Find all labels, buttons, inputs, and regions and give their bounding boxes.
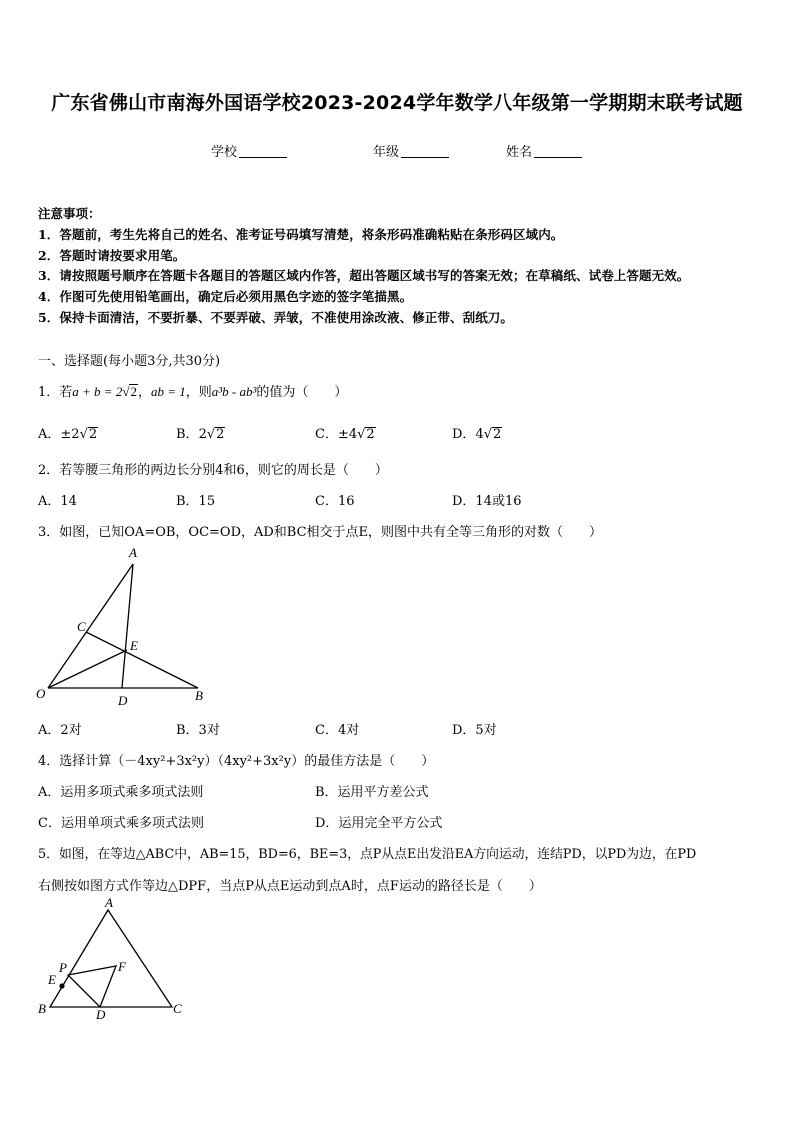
- school-field: [211, 141, 287, 160]
- school-blank: [239, 145, 287, 158]
- q3-label-B: B: [195, 688, 203, 703]
- q5-label-B: B: [38, 1001, 46, 1016]
- question-5-line-2: 右侧按如图方式作等边△DPF，当点P从点E运动到点A时，点F运动的路径长是（ ）: [38, 879, 542, 894]
- q5-figure: [30, 895, 200, 1025]
- q3-option-c[interactable]: C．4对: [315, 723, 360, 738]
- q2-option-d[interactable]: D．14或16: [452, 494, 522, 509]
- q4-option-b[interactable]: B．运用平方差公式: [315, 785, 429, 800]
- triangle-DPF: [68, 966, 116, 1007]
- name-blank: [534, 145, 582, 158]
- q1-option-d[interactable]: D．4√2: [452, 427, 502, 442]
- q3-label-O: O: [36, 686, 46, 701]
- q3-label-D: D: [118, 693, 128, 708]
- q3-option-a[interactable]: A．2对: [38, 723, 82, 738]
- q3-label-A: A: [129, 545, 137, 560]
- segment-OE: [48, 650, 127, 688]
- q1-option-a[interactable]: A．±2√2: [38, 427, 98, 442]
- notice-item: 2．答题时请按要求用笔。: [38, 248, 186, 263]
- q5-label-D: D: [96, 1007, 106, 1022]
- q4-option-c[interactable]: C．运用单项式乘多项式法则: [38, 816, 204, 831]
- q1-condition-1: a + b = 2√2: [72, 384, 137, 399]
- name-label: 姓名: [506, 145, 533, 160]
- notice-item: 3．请按照题号顺序在答题卡各题目的答题区域内作答，超出答题区域书写的答案无效；在草稿纸、试卷上答题无效。: [38, 268, 690, 283]
- q1-option-c[interactable]: C．±4√2: [315, 427, 375, 442]
- question-3-stem: 3．如图，已知OA=OB，OC=OD，AD和BC相交于点E，则图中共有全等三角形的对数（ ）: [38, 525, 603, 540]
- grade-label: 年级: [373, 145, 400, 160]
- q2-option-a[interactable]: A．14: [38, 494, 77, 509]
- q5-label-P: P: [59, 960, 67, 975]
- q1-expression: a³b - ab³: [211, 384, 257, 399]
- q3-label-C: C: [77, 619, 86, 634]
- notice-item: 5．保持卡面清洁，不要折暴、不要弄破、弄皱，不准使用涂改液、修正带、刮纸刀。: [38, 310, 513, 325]
- question-5-line-1: 5．如图，在等边△ABC中，AB=15，BD=6，BE=3，点P从点E出发沿EA方向运动，连结PD，以PD为边，在PD: [38, 847, 697, 862]
- triangle-ABC: [50, 910, 172, 1007]
- question-2-stem: 2．若等腰三角形的两边长分别4和6，则它的周长是（ ）: [38, 463, 388, 478]
- q4-option-a[interactable]: A．运用多项式乘多项式法则: [38, 785, 204, 800]
- segment-OA: [48, 564, 133, 688]
- question-4-stem: 4．选择计算（－4xy²+3x²y）（4xy²+3x²y）的最佳方法是（ ）: [38, 754, 435, 769]
- q3-label-E: E: [130, 638, 138, 653]
- grade-field: [373, 141, 449, 160]
- q3-figure: [30, 540, 215, 710]
- q5-label-F: F: [118, 959, 126, 974]
- exam-title: 广东省佛山市南海外国语学校2023-2024学年数学八年级第一学期期末联考试题: [51, 92, 743, 114]
- q3-option-d[interactable]: D．5对: [452, 723, 497, 738]
- grade-blank: [401, 145, 449, 158]
- q3-option-b[interactable]: B．3对: [176, 723, 220, 738]
- q2-option-c[interactable]: C．16: [315, 494, 355, 509]
- q1-condition-2: ab = 1: [150, 384, 186, 399]
- notice-heading: 注意事项：: [38, 206, 101, 221]
- question-1-stem: 1．若a + b = 2√2，ab = 1，则a³b - ab³的值为（ ）: [38, 384, 348, 400]
- name-field: [506, 141, 582, 160]
- notice-item: 4．作图可先使用铅笔画出，确定后必须用黑色字迹的签字笔描黑。: [38, 289, 413, 304]
- notice-item: 1．答题前，考生先将自己的姓名、准考证号码填写清楚，将条形码准确粘贴在条形码区域内。: [38, 227, 564, 242]
- q5-label-E: E: [48, 972, 56, 987]
- q5-label-A: A: [105, 895, 113, 910]
- q1-option-b[interactable]: B．2√2: [176, 427, 225, 442]
- q5-label-C: C: [173, 1001, 182, 1016]
- q4-option-d[interactable]: D．运用完全平方公式: [315, 816, 443, 831]
- segment-CB: [86, 632, 198, 688]
- point-E: [59, 983, 64, 988]
- segment-AD: [122, 564, 133, 688]
- section-heading: 一、选择题(每小题3分,共30分): [38, 354, 221, 369]
- q2-option-b[interactable]: B．15: [176, 494, 216, 509]
- school-label: 学校: [211, 145, 238, 160]
